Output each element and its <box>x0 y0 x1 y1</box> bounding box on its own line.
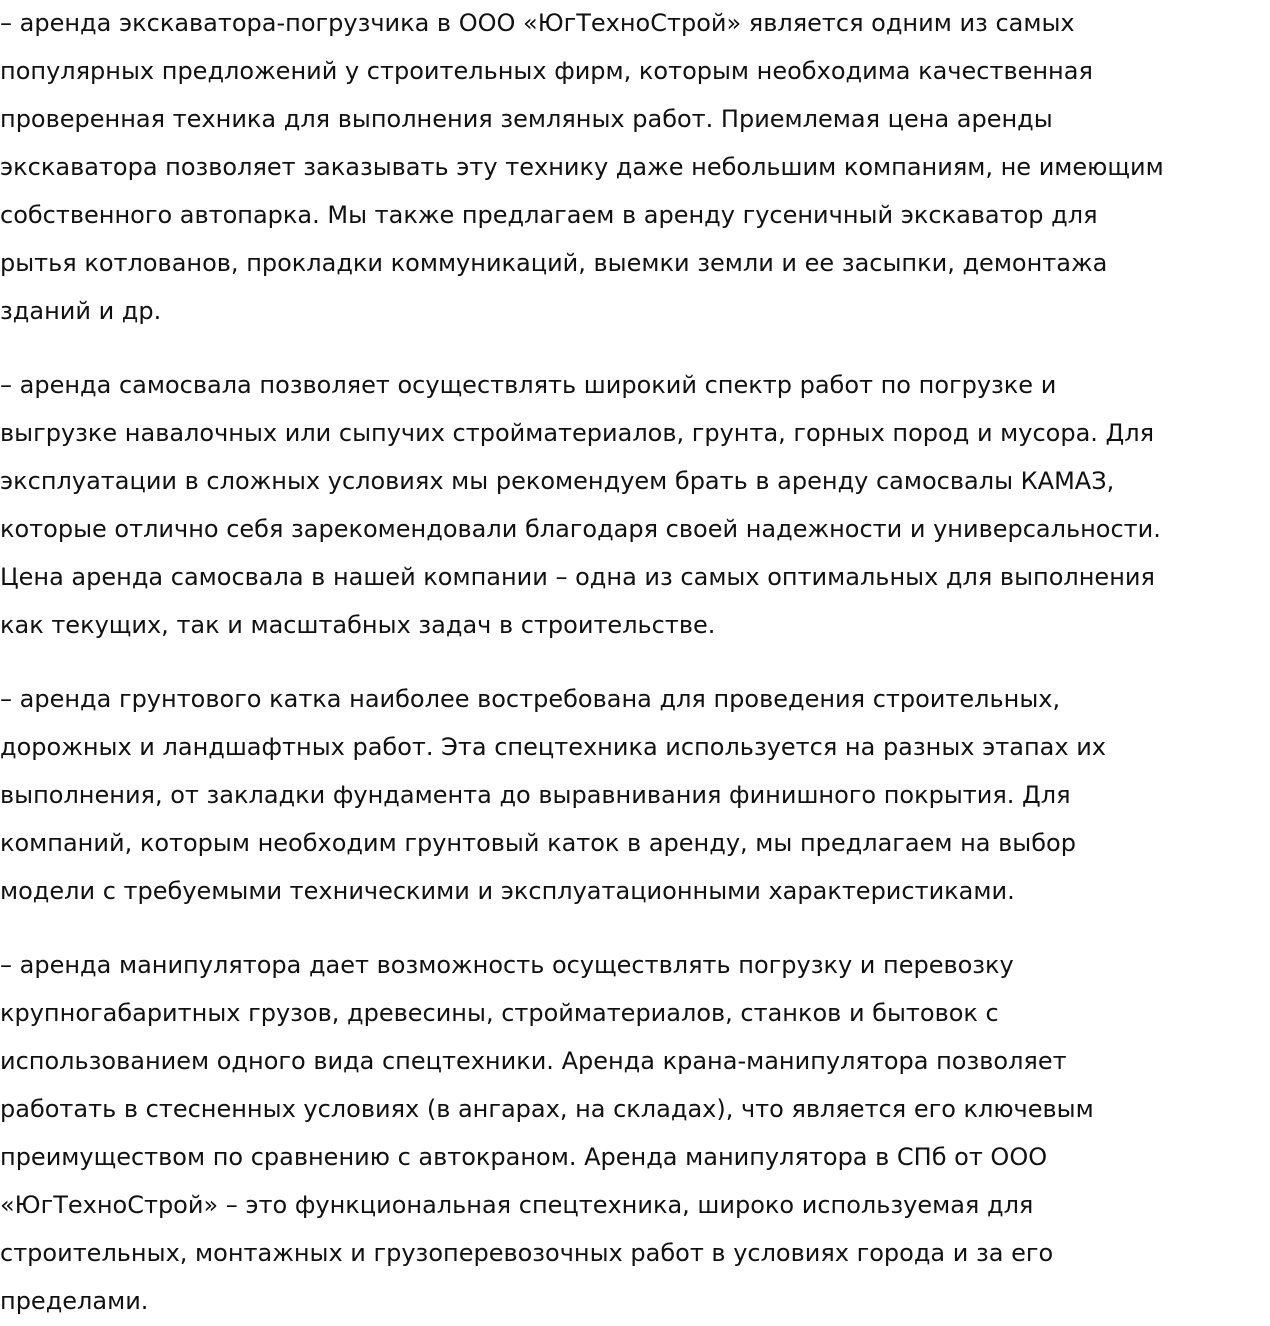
line: – аренда самосвала позволяет осуществлять широкий спектр работ по погрузке и <box>0 371 1057 399</box>
line: работать в стесненных условиях (в ангарах, на складах), что является его ключевым <box>0 1095 1094 1123</box>
line: – аренда экскаватора-погрузчика в ООО «ЮгТехноСтрой» является одним из самых <box>0 9 1075 37</box>
line: выполнения, от закладки фундамента до выравнивания финишного покрытия. Для <box>0 781 1071 809</box>
line: модели с требуемыми техническими и эксплуатационными характеристиками. <box>0 877 1015 905</box>
line: которые отлично себя зарекомендовали благодаря своей надежности и универсальности. <box>0 515 1161 543</box>
line: «ЮгТехноСтрой» – это функциональная спецтехника, широко используемая для <box>0 1191 1034 1219</box>
line: зданий и др. <box>0 297 162 325</box>
line: крупногабаритных грузов, древесины, стройматериалов, станков и бытовок с <box>0 999 999 1027</box>
line: – аренда грунтового катка наиболее востребована для проведения строительных, <box>0 685 1061 713</box>
line: пределами. <box>0 1287 149 1315</box>
line: выгрузке навалочных или сыпучих стройматериалов, грунта, горных пород и мусора. Для <box>0 419 1155 447</box>
line: Цена аренда самосвала в нашей компании – одна из самых оптимальных для выполнения <box>0 563 1155 591</box>
line: строительных, монтажных и грузоперевозочных работ в условиях города и за его <box>0 1239 1054 1267</box>
line: использованием одного вида спецтехники. Аренда крана-манипулятора позволяет <box>0 1047 1067 1075</box>
paragraph-roller-rental <box>0 675 1270 915</box>
line: популярных предложений у строительных фирм, которым необходима качественная <box>0 57 1093 85</box>
line: компаний, которым необходим грунтовый каток в аренду, мы предлагаем на выбор <box>0 829 1076 857</box>
paragraph-dump-truck-rental <box>0 361 1270 649</box>
line: дорожных и ландшафтных работ. Эта спецтехника используется на разных этапах их <box>0 733 1107 761</box>
line: преимуществом по сравнению с автокраном. Аренда манипулятора в СПб от ООО <box>0 1143 1048 1171</box>
line: собственного автопарка. Мы также предлагаем в аренду гусеничный экскаватор для <box>0 201 1098 229</box>
line: проверенная техника для выполнения земляных работ. Приемлемая цена аренды <box>0 105 1053 133</box>
line: рытья котлованов, прокладки коммуникаций, выемки земли и ее засыпки, демонтажа <box>0 249 1108 277</box>
line: – аренда манипулятора дает возможность осуществлять погрузку и перевозку <box>0 951 1014 979</box>
line: как текущих, так и масштабных задач в строительстве. <box>0 611 716 639</box>
line: экскаватора позволяет заказывать эту технику даже небольшим компаниям, не имеющим <box>0 153 1164 181</box>
paragraph-manipulator-rental <box>0 941 1270 1325</box>
line: эксплуатации в сложных условиях мы рекомендуем брать в аренду самосвалы КАМАЗ, <box>0 467 1115 495</box>
paragraph-excavator-rental <box>0 0 1270 335</box>
